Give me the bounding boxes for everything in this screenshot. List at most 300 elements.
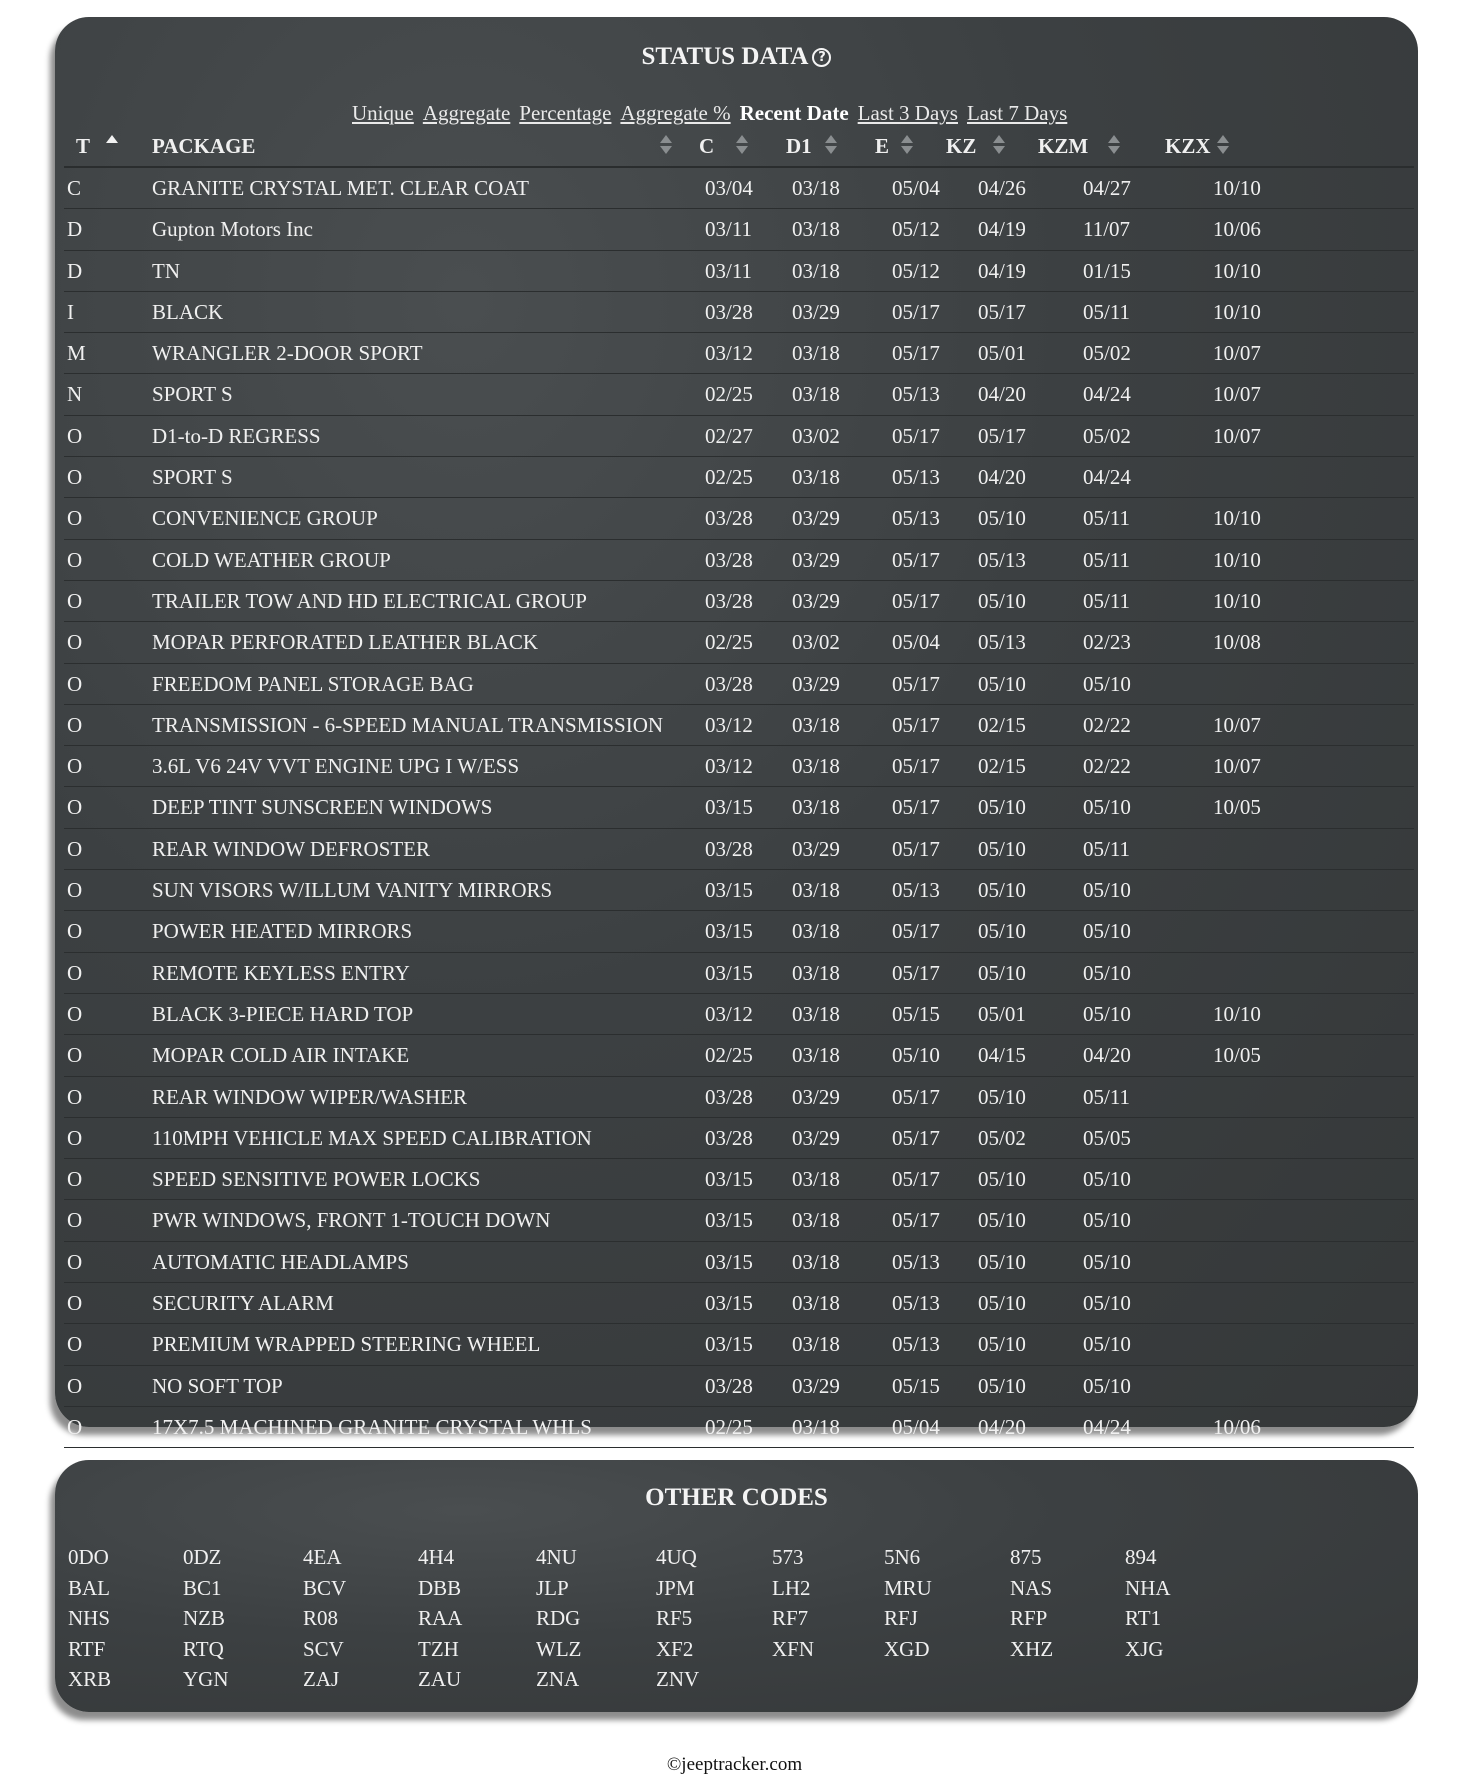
cell-package: PWR WINDOWS, FRONT 1-TOUCH DOWN xyxy=(152,1208,551,1233)
cell-kz: 05/10 xyxy=(978,1332,1026,1357)
cell-package: REMOTE KEYLESS ENTRY xyxy=(152,960,410,985)
cell-c: 03/15 xyxy=(705,795,753,820)
cell-c: 03/28 xyxy=(705,1125,753,1150)
cell-package: TN xyxy=(152,258,180,283)
cell-kzm: 05/11 xyxy=(1083,1084,1131,1109)
cell-e: 05/17 xyxy=(892,754,940,779)
cell-kz: 04/26 xyxy=(978,176,1026,200)
cell-e: 05/17 xyxy=(892,1208,940,1233)
cell-c: 03/28 xyxy=(705,1373,753,1398)
cell-e: 05/13 xyxy=(892,382,940,407)
cell-c: 03/12 xyxy=(705,754,753,779)
cell-kzm: 05/11 xyxy=(1083,588,1131,613)
cell-d1: 03/18 xyxy=(792,754,840,779)
table-row xyxy=(64,787,1414,828)
cell-kzm: 05/11 xyxy=(1083,836,1131,861)
cell-e: 05/13 xyxy=(892,1291,940,1316)
cell-package: 3.6L V6 24V VVT ENGINE UPG I W/ESS xyxy=(152,754,520,779)
cell-kz: 04/15 xyxy=(978,1043,1026,1068)
table-row xyxy=(64,1200,1414,1241)
cell-e: 05/17 xyxy=(892,671,940,696)
tab-last-3-days[interactable]: Last 3 Days xyxy=(857,101,958,125)
other-code-item: 573 xyxy=(772,1545,804,1569)
cell-c: 03/04 xyxy=(705,176,753,200)
cell-c: 03/28 xyxy=(705,547,753,572)
column-header-t[interactable]: T xyxy=(76,134,91,158)
sort-arrows-icon[interactable] xyxy=(901,132,911,158)
table-row xyxy=(64,911,1414,952)
cell-kzx: 10/07 xyxy=(1213,423,1261,448)
cell-kzx: 10/07 xyxy=(1213,712,1261,737)
cell-package: BLACK xyxy=(152,299,224,324)
other-code-item: LH2 xyxy=(772,1575,811,1600)
cell-type: O xyxy=(67,836,83,861)
cell-type: D xyxy=(67,258,83,283)
cell-type: O xyxy=(67,960,83,985)
cell-e: 05/17 xyxy=(892,836,940,861)
cell-kzx: 10/10 xyxy=(1213,547,1261,572)
cell-type: O xyxy=(67,1043,83,1068)
cell-kzm: 05/10 xyxy=(1083,960,1131,985)
other-code-item: RDG xyxy=(536,1606,581,1630)
table-row xyxy=(64,374,1414,415)
column-header-kz[interactable]: KZ xyxy=(946,134,977,158)
cell-type: O xyxy=(67,754,83,779)
sort-arrows-icon[interactable] xyxy=(1108,132,1118,158)
cell-kz: 04/20 xyxy=(978,382,1026,407)
cell-d1: 03/02 xyxy=(792,423,840,448)
cell-kzx: 10/08 xyxy=(1213,630,1261,655)
other-code-item: 0DO xyxy=(68,1545,109,1569)
cell-type: N xyxy=(67,382,83,407)
cell-c: 03/15 xyxy=(705,919,753,944)
cell-c: 03/28 xyxy=(705,588,753,613)
cell-package: GRANITE CRYSTAL MET. CLEAR COAT xyxy=(152,176,529,200)
cell-d1: 03/18 xyxy=(792,1414,840,1439)
cell-kz: 05/10 xyxy=(978,588,1026,613)
cell-type: C xyxy=(67,176,82,200)
cell-kz: 05/10 xyxy=(978,919,1026,944)
cell-e: 05/17 xyxy=(892,795,940,820)
cell-c: 03/15 xyxy=(705,878,753,903)
other-code-item: 4NU xyxy=(536,1545,577,1569)
sort-arrows-icon[interactable] xyxy=(993,132,1003,158)
other-code-item: RFP xyxy=(1010,1606,1048,1630)
cell-e: 05/10 xyxy=(892,1043,940,1068)
cell-type: O xyxy=(67,630,83,655)
other-code-item: TZH xyxy=(418,1636,459,1661)
tab-unique[interactable]: Unique xyxy=(352,101,414,125)
cell-c: 03/28 xyxy=(705,506,753,531)
other-code-item: RF5 xyxy=(656,1606,693,1630)
cell-d1: 03/18 xyxy=(792,1291,840,1316)
cell-e: 05/17 xyxy=(892,1167,940,1192)
cell-kz: 05/13 xyxy=(978,547,1026,572)
cell-c: 03/15 xyxy=(705,1208,753,1233)
status-data-panel xyxy=(55,17,1418,1439)
table-row xyxy=(64,209,1414,250)
cell-package: FREEDOM PANEL STORAGE BAG xyxy=(152,671,474,696)
cell-type: O xyxy=(67,547,83,572)
cell-kzx: 10/07 xyxy=(1213,382,1261,407)
other-code-item: ZNA xyxy=(536,1667,580,1691)
cell-type: O xyxy=(67,1125,83,1150)
cell-type: O xyxy=(67,1167,83,1192)
cell-package: SPEED SENSITIVE POWER LOCKS xyxy=(152,1167,481,1192)
cell-c: 02/25 xyxy=(705,1043,753,1068)
table-row xyxy=(64,1242,1414,1283)
cell-kzx: 10/10 xyxy=(1213,258,1261,283)
other-code-item: JLP xyxy=(536,1575,569,1600)
table-row xyxy=(64,664,1414,705)
column-header-d1[interactable]: D1 xyxy=(786,134,812,158)
cell-type: O xyxy=(67,1208,83,1233)
cell-d1: 03/18 xyxy=(792,919,840,944)
table-row xyxy=(64,457,1414,498)
other-code-item: XHZ xyxy=(1010,1636,1054,1661)
cell-c: 02/25 xyxy=(705,465,753,490)
other-codes-title: OTHER CODES xyxy=(645,1484,828,1511)
cell-kzx: 10/10 xyxy=(1213,588,1261,613)
cell-d1: 03/18 xyxy=(792,176,840,200)
cell-kz: 04/19 xyxy=(978,258,1026,283)
tab-aggregate[interactable]: Aggregate % xyxy=(620,101,731,125)
other-code-item: XFN xyxy=(772,1636,815,1661)
other-code-item: RAA xyxy=(418,1606,463,1630)
cell-d1: 03/29 xyxy=(792,671,840,696)
cell-kzm: 02/22 xyxy=(1083,754,1131,779)
cell-package: SECURITY ALARM xyxy=(152,1291,334,1316)
cell-e: 05/13 xyxy=(892,878,940,903)
cell-package: NO SOFT TOP xyxy=(152,1373,283,1398)
question-circle-icon[interactable]: ? xyxy=(812,48,831,67)
cell-type: O xyxy=(67,1291,83,1316)
cell-kz: 05/01 xyxy=(978,341,1026,366)
cell-kz: 05/10 xyxy=(978,1373,1026,1398)
cell-d1: 03/18 xyxy=(792,712,840,737)
cell-d1: 03/29 xyxy=(792,547,840,572)
cell-type: O xyxy=(67,1373,83,1398)
cell-c: 02/25 xyxy=(705,382,753,407)
cell-package: CONVENIENCE GROUP xyxy=(152,506,378,531)
table-row xyxy=(64,1283,1414,1324)
cell-kz: 05/10 xyxy=(978,878,1026,903)
cell-kzm: 05/10 xyxy=(1083,1249,1131,1274)
cell-e: 05/13 xyxy=(892,1249,940,1274)
table-row xyxy=(64,251,1414,292)
table-row xyxy=(64,746,1414,787)
cell-d1: 03/18 xyxy=(792,878,840,903)
table-row xyxy=(64,333,1414,374)
other-code-item: NAS xyxy=(1010,1575,1053,1600)
cell-e: 05/17 xyxy=(892,547,940,572)
table-row xyxy=(64,1366,1414,1407)
cell-package: MOPAR PERFORATED LEATHER BLACK xyxy=(152,630,539,655)
cell-d1: 03/18 xyxy=(792,382,840,407)
cell-d1: 03/18 xyxy=(792,465,840,490)
cell-kzx: 10/07 xyxy=(1213,341,1261,366)
cell-kz: 05/10 xyxy=(978,671,1026,696)
cell-package: REAR WINDOW DEFROSTER xyxy=(152,836,431,861)
status-data-title xyxy=(55,43,1418,71)
other-code-item: 4H4 xyxy=(418,1545,455,1569)
other-code-item: ZAJ xyxy=(303,1667,340,1691)
cell-kzm: 05/10 xyxy=(1083,1373,1131,1398)
cell-d1: 03/18 xyxy=(792,1332,840,1357)
table-row xyxy=(64,705,1414,746)
other-code-item: NZB xyxy=(183,1606,225,1630)
cell-e: 05/17 xyxy=(892,341,940,366)
cell-kzx: 10/10 xyxy=(1213,176,1261,200)
other-code-item: ZAU xyxy=(418,1667,462,1691)
cell-e: 05/17 xyxy=(892,919,940,944)
cell-kzm: 05/10 xyxy=(1083,1332,1131,1357)
cell-d1: 03/18 xyxy=(792,341,840,366)
cell-kz: 05/17 xyxy=(978,423,1026,448)
cell-c: 03/11 xyxy=(705,217,753,242)
cell-type: O xyxy=(67,878,83,903)
other-code-item: XRB xyxy=(68,1667,112,1691)
cell-e: 05/04 xyxy=(892,1414,940,1439)
cell-c: 03/15 xyxy=(705,1291,753,1316)
cell-c: 03/12 xyxy=(705,1001,753,1026)
cell-e: 05/17 xyxy=(892,588,940,613)
cell-c: 03/28 xyxy=(705,1084,753,1109)
cell-kz: 05/10 xyxy=(978,1167,1026,1192)
other-code-item: 875 xyxy=(1010,1545,1042,1569)
cell-kz: 05/17 xyxy=(978,299,1026,324)
other-code-item: 5N6 xyxy=(884,1545,921,1569)
table-row xyxy=(64,292,1414,333)
cell-kzm: 05/11 xyxy=(1083,506,1131,531)
cell-e: 05/13 xyxy=(892,506,940,531)
other-code-item: 4EA xyxy=(303,1545,342,1569)
other-code-item: BCV xyxy=(303,1575,347,1600)
column-header-kzm[interactable]: KZM xyxy=(1038,134,1089,158)
table-row xyxy=(64,498,1414,539)
cell-d1: 03/29 xyxy=(792,506,840,531)
tab-percentage[interactable]: Percentage xyxy=(519,101,612,125)
cell-package: DEEP TINT SUNSCREEN WINDOWS xyxy=(152,795,493,820)
cell-c: 03/12 xyxy=(705,712,753,737)
other-code-item: NHA xyxy=(1125,1575,1171,1600)
cell-package: POWER HEATED MIRRORS xyxy=(152,919,413,944)
other-code-item: RF7 xyxy=(772,1606,809,1630)
cell-e: 05/17 xyxy=(892,1125,940,1150)
tab-recent-date[interactable]: Recent Date xyxy=(739,101,849,125)
cell-kzm: 04/24 xyxy=(1083,465,1131,490)
cell-type: O xyxy=(67,465,83,490)
cell-kzx: 10/06 xyxy=(1213,1414,1261,1439)
cell-kzm: 01/15 xyxy=(1083,258,1131,283)
cell-type: O xyxy=(67,671,83,696)
cell-type: O xyxy=(67,795,83,820)
cell-kz: 04/20 xyxy=(978,465,1026,490)
cell-kzm: 05/02 xyxy=(1083,423,1131,448)
cell-kzm: 04/24 xyxy=(1083,382,1131,407)
other-code-item: 894 xyxy=(1125,1545,1157,1569)
cell-kz: 05/10 xyxy=(978,506,1026,531)
cell-c: 03/15 xyxy=(705,1167,753,1192)
table-row xyxy=(64,953,1414,994)
cell-kzm: 05/11 xyxy=(1083,299,1131,324)
cell-d1: 03/18 xyxy=(792,1043,840,1068)
other-code-item: XJG xyxy=(1125,1636,1164,1661)
cell-kzm: 05/10 xyxy=(1083,671,1131,696)
cell-e: 05/13 xyxy=(892,465,940,490)
cell-c: 03/15 xyxy=(705,1249,753,1274)
cell-d1: 03/02 xyxy=(792,630,840,655)
table-row xyxy=(64,994,1414,1035)
cell-c: 03/15 xyxy=(705,1332,753,1357)
cell-d1: 03/29 xyxy=(792,1084,840,1109)
cell-type: I xyxy=(67,299,74,324)
other-codes-panel xyxy=(55,1460,1418,1712)
cell-package: SUN VISORS W/ILLUM VANITY MIRRORS xyxy=(152,878,553,903)
other-code-item: NHS xyxy=(68,1606,111,1630)
cell-kz: 05/10 xyxy=(978,795,1026,820)
cell-kzm: 05/02 xyxy=(1083,341,1131,366)
cell-package: BLACK 3-PIECE HARD TOP xyxy=(152,1001,414,1026)
cell-package: MOPAR COLD AIR INTAKE xyxy=(152,1043,410,1068)
other-code-item: RTQ xyxy=(183,1636,224,1661)
cell-kz: 04/20 xyxy=(978,1414,1026,1439)
cell-c: 03/28 xyxy=(705,299,753,324)
other-code-item: MRU xyxy=(884,1575,932,1600)
cell-e: 05/17 xyxy=(892,423,940,448)
cell-kzm: 05/10 xyxy=(1083,1001,1131,1026)
cell-e: 05/13 xyxy=(892,1332,940,1357)
other-code-item: RT1 xyxy=(1125,1606,1162,1630)
cell-kzm: 04/27 xyxy=(1083,176,1131,200)
cell-package: COLD WEATHER GROUP xyxy=(152,547,391,572)
cell-kz: 05/10 xyxy=(978,1249,1026,1274)
cell-package: 110MPH VEHICLE MAX SPEED CALIBRATION xyxy=(152,1125,592,1150)
cell-d1: 03/18 xyxy=(792,1249,840,1274)
other-code-item: BC1 xyxy=(183,1575,222,1600)
table-row xyxy=(64,622,1414,663)
other-code-item: DBB xyxy=(418,1575,462,1600)
table-row xyxy=(64,1035,1414,1076)
cell-e: 05/12 xyxy=(892,258,940,283)
footer-copyright: ©jeeptracker.com xyxy=(666,1754,803,1775)
cell-kzx: 10/05 xyxy=(1213,795,1261,820)
sort-arrows-icon[interactable] xyxy=(825,132,835,158)
cell-d1: 03/18 xyxy=(792,960,840,985)
cell-package: 17X7.5 MACHINED GRANITE CRYSTAL WHLS xyxy=(152,1414,592,1439)
cell-type: O xyxy=(67,506,83,531)
cell-type: D xyxy=(67,217,83,242)
status-data-title-text: STATUS DATA xyxy=(641,43,809,70)
cell-type: O xyxy=(67,1001,83,1026)
other-code-item: WLZ xyxy=(536,1636,582,1661)
sort-arrows-icon[interactable] xyxy=(106,132,116,158)
cell-kzx: 10/07 xyxy=(1213,754,1261,779)
cell-package: WRANGLER 2-DOOR SPORT xyxy=(152,341,423,366)
cell-package: TRANSMISSION - 6-SPEED MANUAL TRANSMISSION xyxy=(152,712,664,737)
cell-c: 02/25 xyxy=(705,1414,753,1439)
table-row xyxy=(64,1324,1414,1365)
cell-kzm: 05/10 xyxy=(1083,1291,1131,1316)
table-row xyxy=(64,829,1414,870)
other-code-item: RTF xyxy=(68,1636,106,1661)
column-header-e[interactable]: E xyxy=(875,134,890,158)
cell-package: SPORT S xyxy=(152,382,233,407)
cell-kz: 04/19 xyxy=(978,217,1026,242)
table-row xyxy=(64,1159,1414,1200)
other-code-item: BAL xyxy=(68,1575,110,1600)
cell-kzx: 10/10 xyxy=(1213,506,1261,531)
cell-d1: 03/18 xyxy=(792,1167,840,1192)
other-code-item: YGN xyxy=(183,1667,229,1691)
table-row xyxy=(64,1118,1414,1159)
sort-arrows-icon[interactable] xyxy=(736,132,746,158)
cell-d1: 03/18 xyxy=(792,217,840,242)
cell-type: O xyxy=(67,1249,83,1274)
other-code-item: SCV xyxy=(303,1636,344,1661)
other-code-item: R08 xyxy=(303,1606,339,1630)
cell-type: O xyxy=(67,1332,83,1357)
column-header-c[interactable]: C xyxy=(699,134,715,158)
cell-type: O xyxy=(67,423,83,448)
cell-kzm: 05/10 xyxy=(1083,919,1131,944)
view-mode-tabs xyxy=(352,101,1076,126)
cell-kz: 05/02 xyxy=(978,1125,1026,1150)
tab-last-7-days[interactable]: Last 7 Days xyxy=(966,101,1068,125)
cell-d1: 03/29 xyxy=(792,299,840,324)
cell-e: 05/12 xyxy=(892,217,940,242)
cell-kzm: 05/10 xyxy=(1083,878,1131,903)
cell-e: 05/17 xyxy=(892,960,940,985)
sort-arrows-icon[interactable] xyxy=(1217,132,1227,158)
tab-aggregate[interactable]: Aggregate xyxy=(422,101,511,125)
cell-kzm: 11/07 xyxy=(1083,217,1131,242)
cell-d1: 03/18 xyxy=(792,258,840,283)
cell-d1: 03/29 xyxy=(792,1125,840,1150)
cell-kz: 05/13 xyxy=(978,630,1026,655)
table-row xyxy=(64,168,1414,209)
cell-e: 05/15 xyxy=(892,1001,940,1026)
cell-kzm: 05/10 xyxy=(1083,795,1131,820)
cell-e: 05/04 xyxy=(892,176,940,200)
cell-kz: 05/10 xyxy=(978,960,1026,985)
cell-kzx: 10/10 xyxy=(1213,299,1261,324)
cell-type: O xyxy=(67,712,83,737)
cell-kzm: 05/10 xyxy=(1083,1208,1131,1233)
cell-kzx: 10/06 xyxy=(1213,217,1261,242)
cell-d1: 03/18 xyxy=(792,1001,840,1026)
cell-package: D1-to-D REGRESS xyxy=(152,423,321,448)
sort-arrows-icon[interactable] xyxy=(660,132,670,158)
cell-kzm: 05/10 xyxy=(1083,1167,1131,1192)
cell-e: 05/17 xyxy=(892,712,940,737)
cell-kzx: 10/10 xyxy=(1213,1001,1261,1026)
table-row xyxy=(64,1407,1414,1448)
cell-kz: 02/15 xyxy=(978,712,1026,737)
cell-kz: 05/10 xyxy=(978,1084,1026,1109)
column-header-package[interactable]: PACKAGE xyxy=(152,134,256,158)
cell-kz: 05/01 xyxy=(978,1001,1026,1026)
cell-type: O xyxy=(67,1084,83,1109)
column-header-kzx[interactable]: KZX xyxy=(1165,134,1211,158)
other-code-item: ZNV xyxy=(656,1667,700,1691)
cell-type: M xyxy=(67,341,86,366)
cell-d1: 03/29 xyxy=(792,1373,840,1398)
cell-type: O xyxy=(67,588,83,613)
cell-package: AUTOMATIC HEADLAMPS xyxy=(152,1249,409,1274)
cell-c: 03/15 xyxy=(705,960,753,985)
table-row xyxy=(64,870,1414,911)
